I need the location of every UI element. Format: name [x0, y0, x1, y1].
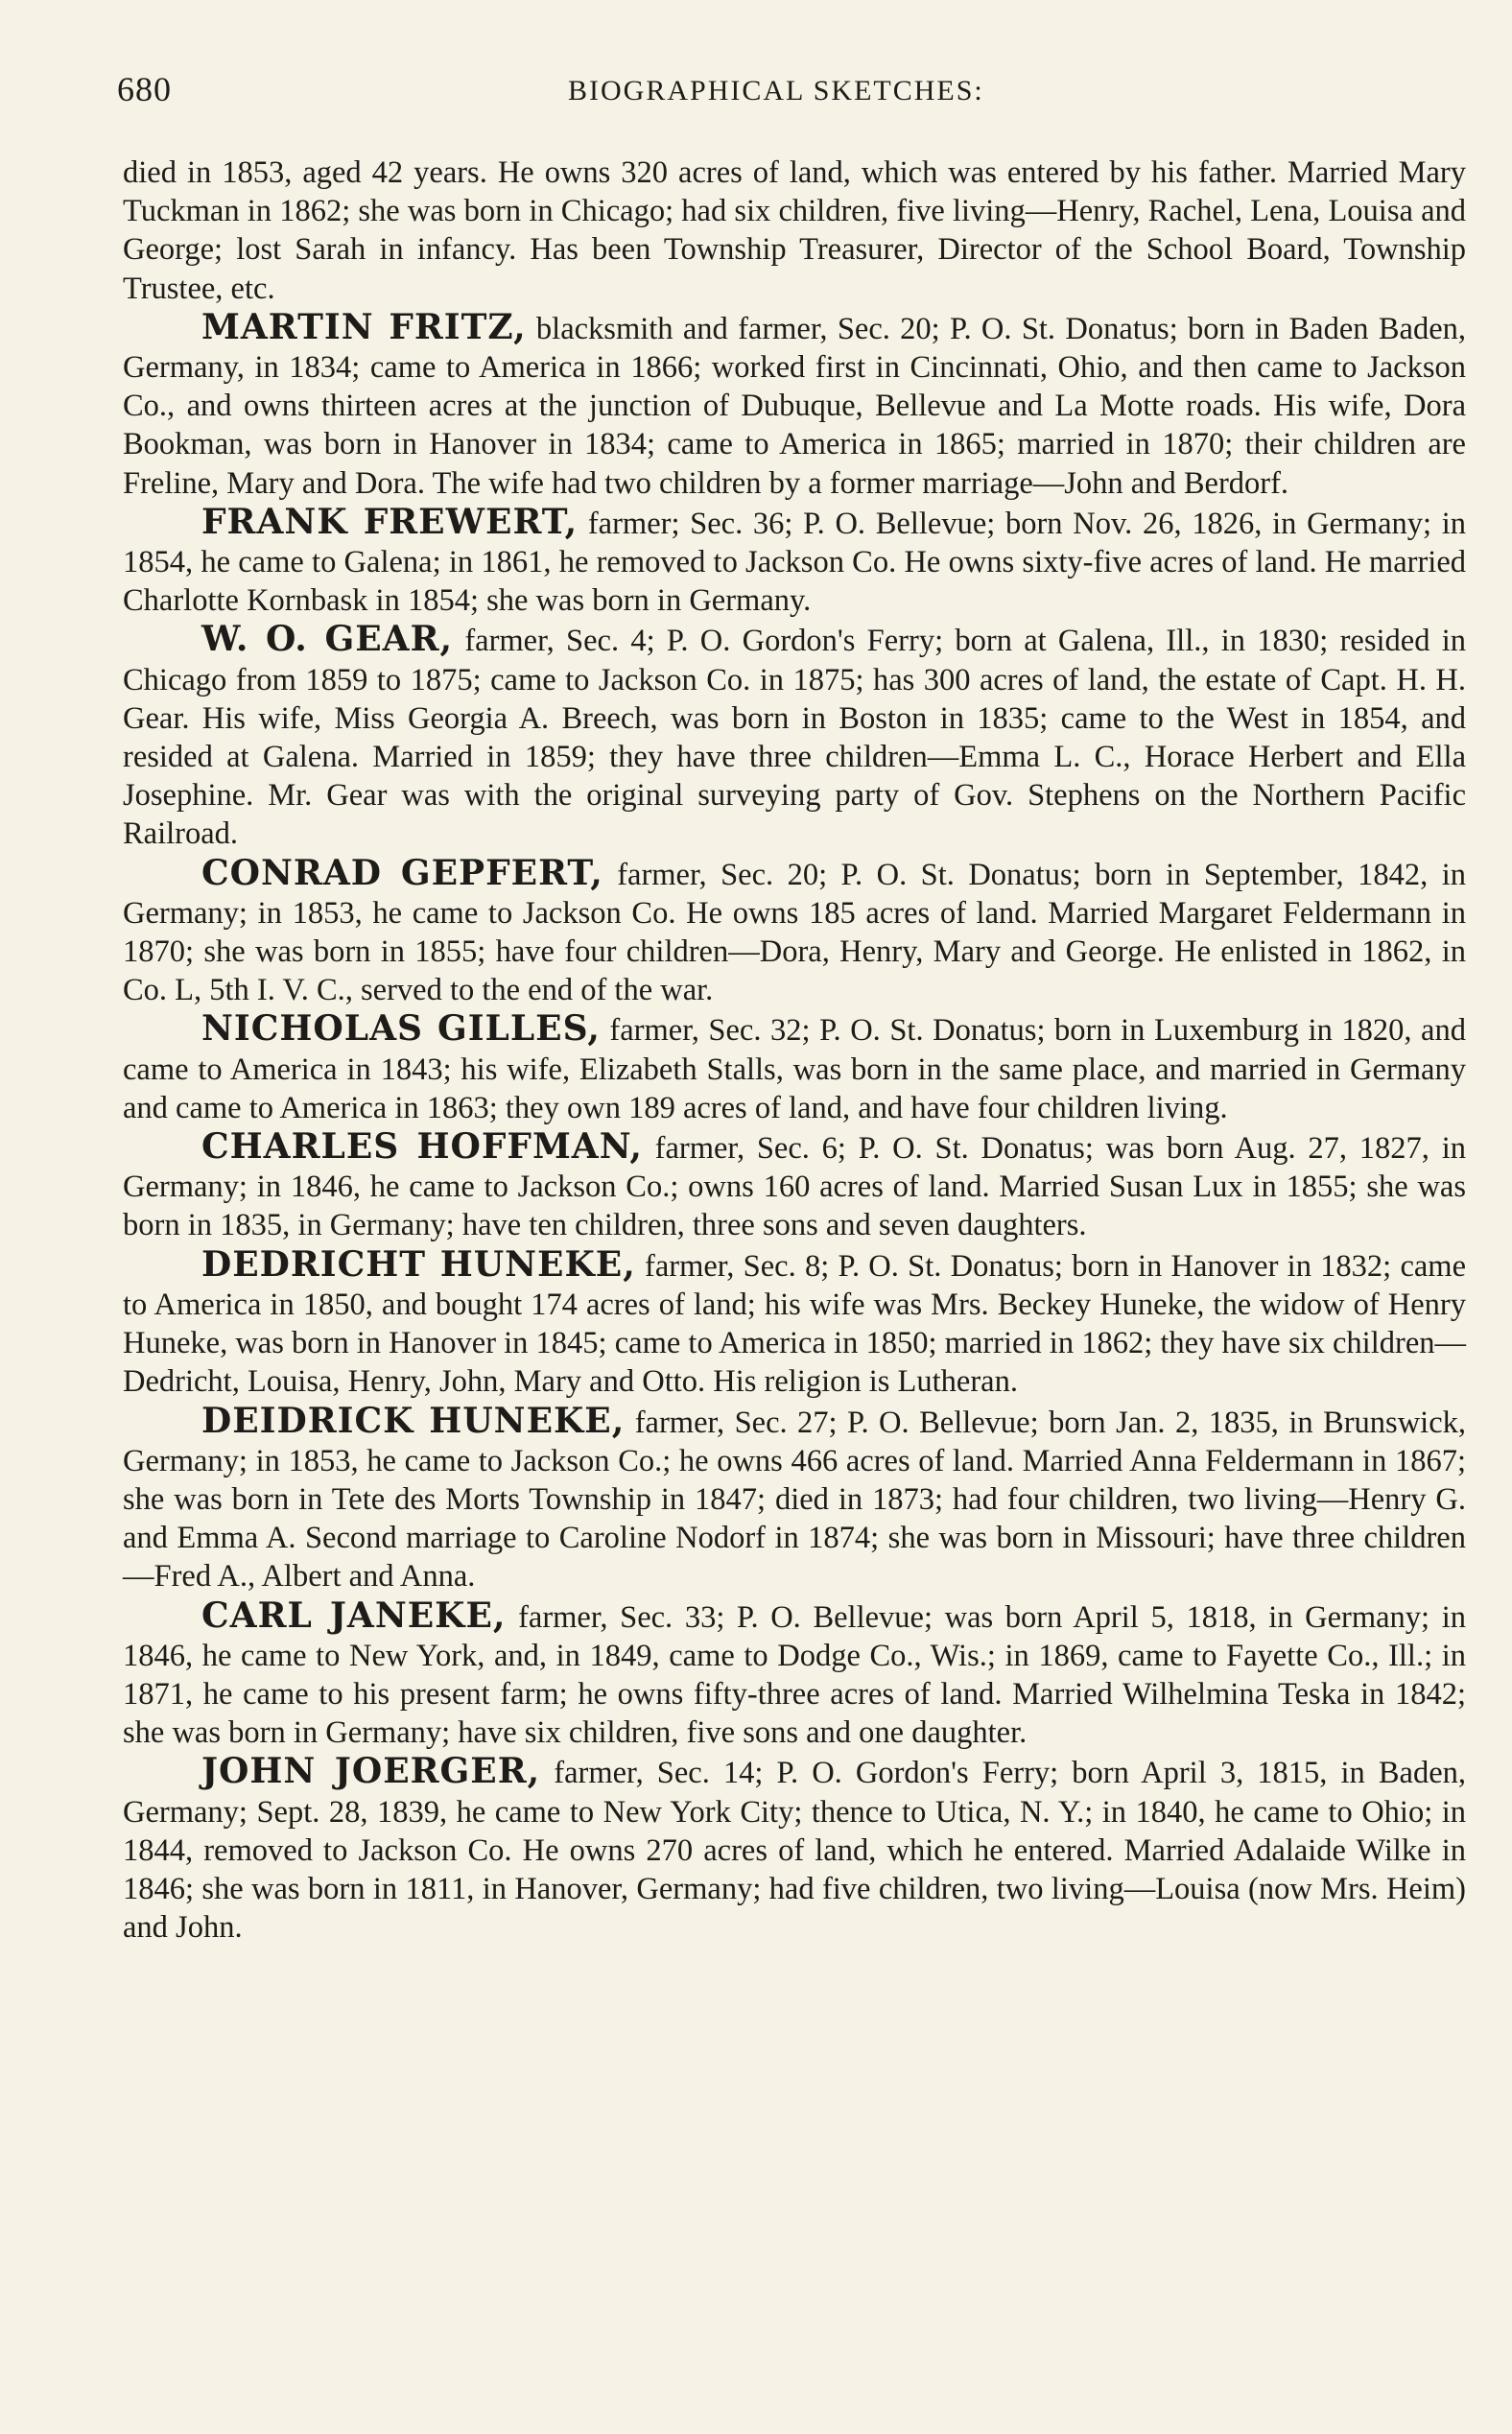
biography-entry	[123, 1245, 1466, 1402]
biography-entry	[123, 1596, 1466, 1753]
biography-entry	[123, 1752, 1466, 1947]
entry-text: blacksmith and farmer, Sec. 20; P. O. St. Donatus; born in Baden Baden, Germany, in 1834; came to America in 1866; worked first in Cincinnati, Ohio, and then came to Jackson Co., and owns thirteen acres at the junction of Dubuque, Bellevue and La Motte roads. His wife, Dora Bookman, was born in Hanover in 1834; came to America in 1865; married in 1870; their children are Freline, Mary and Dora. The wife had two children by a former marriage—John and Berdorf.	[123, 311, 1466, 501]
biography-entry	[123, 1009, 1466, 1127]
entry-text: farmer, Sec. 20; P. O. St. Donatus; born in September, 1842, in Germany; in 1853, he came to Jackson Co. He owns 185 acres of land. Married Margaret Feldermann in 1870; she was born in 1855; have four children—Dora, Henry, Mary and George. He enlisted in 1862, in Co. L, 5th I. V. C., served to the end of the war.	[123, 857, 1466, 1008]
entry-name: CARL JANEKE,	[201, 1595, 507, 1636]
entry-text: farmer, Sec. 6; P. O. St. Donatus; was born Aug. 27, 1827, in Germany; in 1846, he came to Jackson Co.; owns 160 acres of land. Married Susan Lux in 1855; she was born in 1835, in Germany; have ten children, three sons and seven daughters.	[123, 1131, 1466, 1243]
entry-text: farmer, Sec. 4; P. O. Gordon's Ferry; born at Galena, Ill., in 1830; resided in Chicago from 1859 to 1875; came to Jackson Co. in 1875; has 300 acres of land, the estate of Capt. H. H. Gear. His wife, Miss Georgia A. Breech, was born in Boston in 1835; came to the West in 1854, and resided at Galena. Married in 1859; they have three children—Emma L. C., Horace Herbert and Ella Josephine. Mr. Gear was with the original surveying party of Gov. Stephens on the Northern Pacific Railroad.	[123, 624, 1466, 852]
running-title: BIOGRAPHICAL SKETCHES:	[568, 75, 984, 106]
biography-entry	[123, 503, 1466, 621]
biography-entry	[123, 620, 1466, 853]
entry-name: W. O. GEAR,	[201, 619, 454, 660]
entry-name: DEDRICHT HUNEKE,	[201, 1243, 636, 1285]
entry-name: CONRAD GEPFERT,	[201, 852, 603, 893]
entry-name: FRANK FREWERT,	[201, 501, 579, 542]
entry-name: CHARLES HOFFMAN,	[201, 1126, 643, 1168]
entry-text: farmer, Sec. 14; P. O. Gordon's Ferry; born April 3, 1815, in Baden, Germany; Sept. 28, 1839, he came to New York City; thence to Utica, N. Y.; in 1840, he came to Ohio; in 1844, removed to Jackson Co. He owns 270 acres of land, which he entered. Married Adalaide Wilke in 1846; she was born in 1811, in Hanover, Germany; had five children, two living—Louisa (now Mrs. Heim) and John.	[123, 1756, 1467, 1946]
entry-text: farmer; Sec. 36; P. O. Bellevue; born Nov. 26, 1826, in Germany; in 1854, he came to Galena; in 1861, he removed to Jackson Co. He owns sixty-five acres of land. He married Charlotte Kornbask in 1854; she was born in Germany.	[123, 506, 1466, 619]
entry-name: NICHOLAS GILLES,	[201, 1008, 601, 1050]
body-text	[123, 154, 1466, 1947]
continuation-paragraph: died in 1853, aged 42 years. He owns 320 acres of land, which was entered by his father. Married Mary Tuckman in 1862; she was born in Chicago; had six children, five living—Henry, Rachel, Lena, Louisa and George; lost Sarah in infancy. Has been Township Treasurer, Director of the School Board, Township Trustee, etc.	[123, 155, 1466, 306]
entry-text: farmer, Sec. 27; P. O. Bellevue; born Jan. 2, 1835, in Brunswick, Germany; in 1853, he came to Jackson Co.; he owns 466 acres of land. Married Anna Feldermann in 1867; she was born in Tete des Morts Township in 1847; died in 1873; had four children, two living—Henry G. and Emma A. Second marriage to Caroline Nodorf in 1874; she was born in Missouri; have three children—Fred A., Albert and Anna.	[123, 1405, 1466, 1595]
biography-entry	[123, 854, 1466, 1010]
entry-text: farmer, Sec. 32; P. O. St. Donatus; born in Luxemburg in 1820, and came to America in 1843; his wife, Elizabeth Stalls, was born in the same place, and married in Germany and came to America in 1863; they own 189 acres of land, and have four children living.	[123, 1013, 1466, 1125]
running-head	[117, 69, 1466, 117]
page-number: 680	[117, 70, 172, 108]
entry-text: farmer, Sec. 33; P. O. Bellevue; was born April 5, 1818, in Germany; in 1846, he came to New York, and, in 1849, came to Dodge Co., Wis.; in 1869, came to Fayette Co., Ill.; in 1871, he came to his present farm; he owns fifty-three acres of land. Married Wilhelmina Teska in 1842; she was born in Germany; have six children, five sons and one daughter.	[123, 1599, 1467, 1751]
entry-text: farmer, Sec. 8; P. O. St. Donatus; born in Hanover in 1832; came to America in 1850, and bought 174 acres of land; his wife was Mrs. Beckey Huneke, the widow of Henry Huneke, was born in Hanover in 1845; came to America in 1850; married in 1862; they have six children—Dedricht, Louisa, Henry, John, Mary and Otto. His religion is Lutheran.	[123, 1248, 1467, 1400]
biography-entry	[123, 1402, 1466, 1596]
biography-entry	[123, 1127, 1466, 1245]
biography-entry	[123, 308, 1466, 503]
entry-name: DEIDRICK HUNEKE,	[201, 1400, 626, 1441]
entry-name: JOHN JOERGER,	[201, 1751, 541, 1792]
entry-name: MARTIN FRITZ,	[201, 306, 527, 347]
